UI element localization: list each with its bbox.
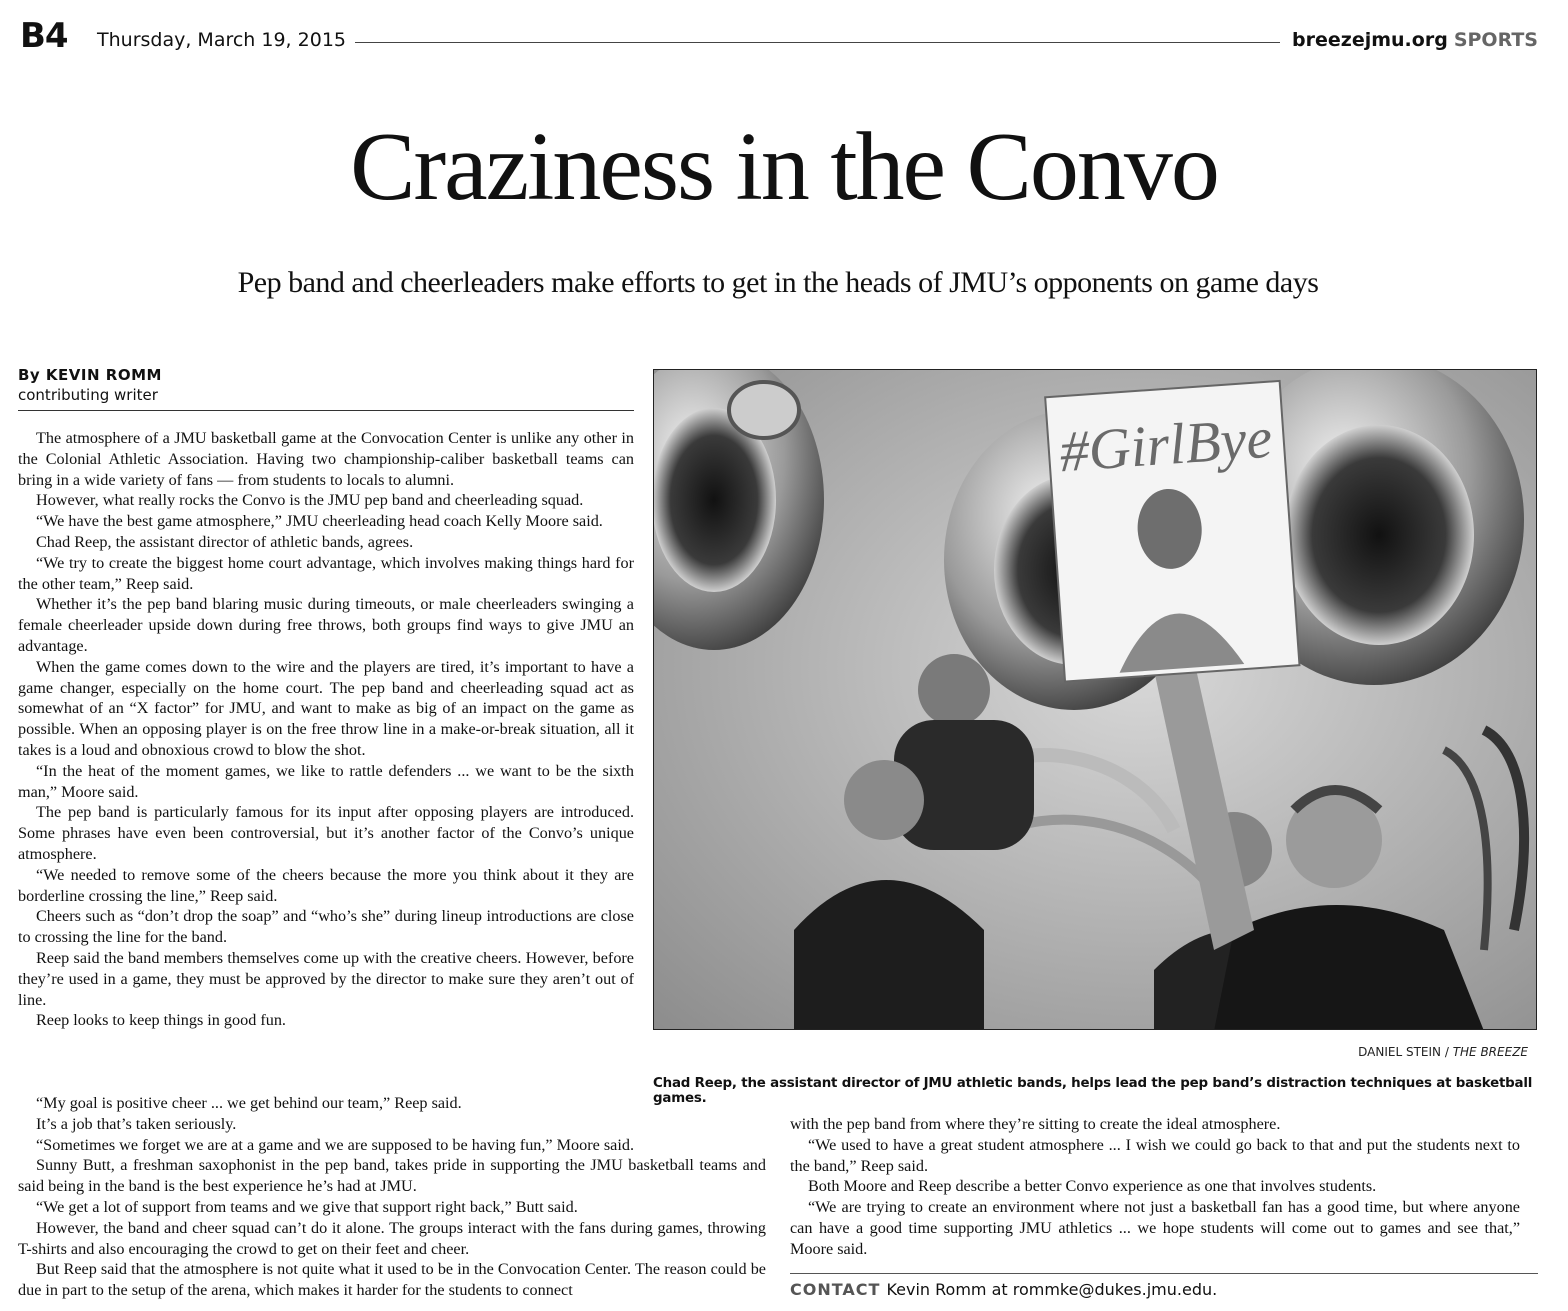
headline: Craziness in the Convo: [350, 113, 1218, 221]
issue-date: Thursday, March 19, 2015: [97, 29, 346, 51]
article-column-2: [18, 1093, 766, 1301]
paragraph: The atmosphere of a JMU basketball game at the Convocation Center is unlike any other in the Colonial Athletic Association. Having two championship-caliber basketball teams can bring in a wide variety of fans — from students to locals to alumni.: [18, 429, 634, 489]
paragraph: Cheers such as “don’t drop the soap” and “who’s she” during lineup introductions are close to crossing the line for the band.: [18, 907, 634, 947]
paragraph: Reep said the band members themselves come up with the creative cheers. However, before they’re used in a game, they must be approved by the director to make sure they aren’t out of line.: [18, 948, 634, 1009]
band-member: [844, 760, 924, 840]
paragraph: “We try to create the biggest home court advantage, which involves making things hard for the other team,” Reep said.: [18, 553, 634, 593]
paragraph: Chad Reep, the assistant director of athletic bands, agrees.: [36, 532, 414, 551]
paragraph: Reep looks to keep things in good fun.: [36, 1011, 286, 1030]
paragraph: However, the band and cheer squad can’t do it alone. The groups interact with the fans during games, throwing T-shirts and also encouraging the crowd to get on their feet and cheer.: [18, 1218, 766, 1258]
girlbye-sign: [1045, 381, 1299, 682]
paragraph: “We are trying to create an environment where not just a basketball fan has a good time, but where anyone can have a good time supporting JMU athletics ... we hope students will come out to games and see that,” Moore said.: [790, 1198, 1520, 1258]
paragraph: But Reep said that the atmosphere is not quite what it used to be in the Convocation Center. The reason could be due in part to the setup of the arena, which makes it harder for the students to connect: [18, 1260, 766, 1300]
paragraph: “In the heat of the moment games, we like to rattle defenders ... we want to be the sixth man,” Moore said.: [18, 761, 634, 801]
photo-credit: [1358, 1045, 1528, 1059]
paragraph-continuation: with the pep band from where they’re sitting to create the ideal atmosphere.: [790, 1115, 1281, 1133]
paragraph: “My goal is positive cheer ... we get behind our team,” Reep said.: [36, 1094, 462, 1112]
deck-subheadline: Pep band and cheerleaders make efforts to get in the heads of JMU’s opponents on game days: [237, 266, 1319, 299]
paragraph: Whether it’s the pep band blaring music during timeouts, or male cheerleaders swinging a female cheerleader upside down during free throws, both groups find ways to give JMU an advantage.: [18, 595, 634, 655]
section-name: SPORTS: [1453, 29, 1538, 51]
page-header: [20, 14, 1538, 58]
paragraph: The pep band is particularly famous for its input after opposing players are introduced. Some phrases have even been controversial, but it’s another factor of the Convo’s unique atmosphere.: [18, 803, 634, 863]
contact-line: [790, 1280, 1217, 1299]
byline-author: By KEVIN ROMM: [18, 366, 162, 384]
contact-email[interactable]: Kevin Romm at rommke@dukes.jmu.edu.: [886, 1280, 1218, 1299]
article-photo: [653, 369, 1537, 1030]
paragraph: “Sometimes we forget we are at a game and we are supposed to be having fun,” Moore said.: [36, 1135, 634, 1154]
paragraph: It’s a job that’s taken seriously.: [36, 1114, 237, 1133]
paragraph: When the game comes down to the wire and the players are tired, it’s important to have a game changer, especially on the home court. The pep band and cheerleading squad act as somewhat of an “X factor” for JMU, and want to make as big of an impact on the game as possible. When an opposing player is on the free throw line in a make-or-break situation, all it takes is a loud and obnoxious crowd to blow the shot.: [18, 657, 634, 759]
contact-rule: [790, 1273, 1538, 1274]
photographer: DANIEL STEIN /: [1358, 1045, 1449, 1059]
sign-text: #GirlBye: [1057, 404, 1275, 485]
header-rule: [355, 42, 1280, 43]
paragraph: “We used to have a great student atmosphere ... I wish we could go back to that and put the students next to the band,” Reep said.: [790, 1135, 1520, 1175]
photo-publication: THE BREEZE: [1452, 1045, 1528, 1059]
article-column-1: [18, 428, 634, 1031]
paragraph: “We have the best game atmosphere,” JMU cheerleading head coach Kelly Moore said.: [36, 512, 603, 531]
paragraph: However, what really rocks the Convo is the JMU pep band and cheerleading squad.: [36, 491, 584, 510]
site-section: [1292, 29, 1538, 51]
paragraph: “We needed to remove some of the cheers because the more you think about it they are borderline crossing the line,” Reep said.: [18, 865, 634, 905]
paragraph: “We get a lot of support from teams and we give that support right back,” Butt said.: [36, 1197, 578, 1216]
article-column-3: [790, 1114, 1520, 1260]
site-url[interactable]: breezejmu.org: [1292, 29, 1448, 51]
page-number: B4: [20, 16, 68, 56]
photo-caption: Chad Reep, the assistant director of JMU athletic bands, helps lead the pep band’s distraction techniques at basketball games.: [653, 1076, 1533, 1106]
contact-label: CONTACT: [790, 1280, 881, 1299]
band-member: [918, 654, 990, 726]
byline-role: contributing writer: [18, 386, 158, 404]
byline: [18, 366, 634, 404]
paragraph: Both Moore and Reep describe a better Convo experience as one that involves students.: [808, 1177, 1377, 1196]
paragraph: Sunny Butt, a freshman saxophonist in the pep band, takes pride in supporting the JMU basketball teams and said being in the band is the best experience he’s had at JMU.: [18, 1156, 766, 1196]
photo-illustration: [654, 370, 1537, 1030]
byline-rule: [18, 410, 634, 411]
